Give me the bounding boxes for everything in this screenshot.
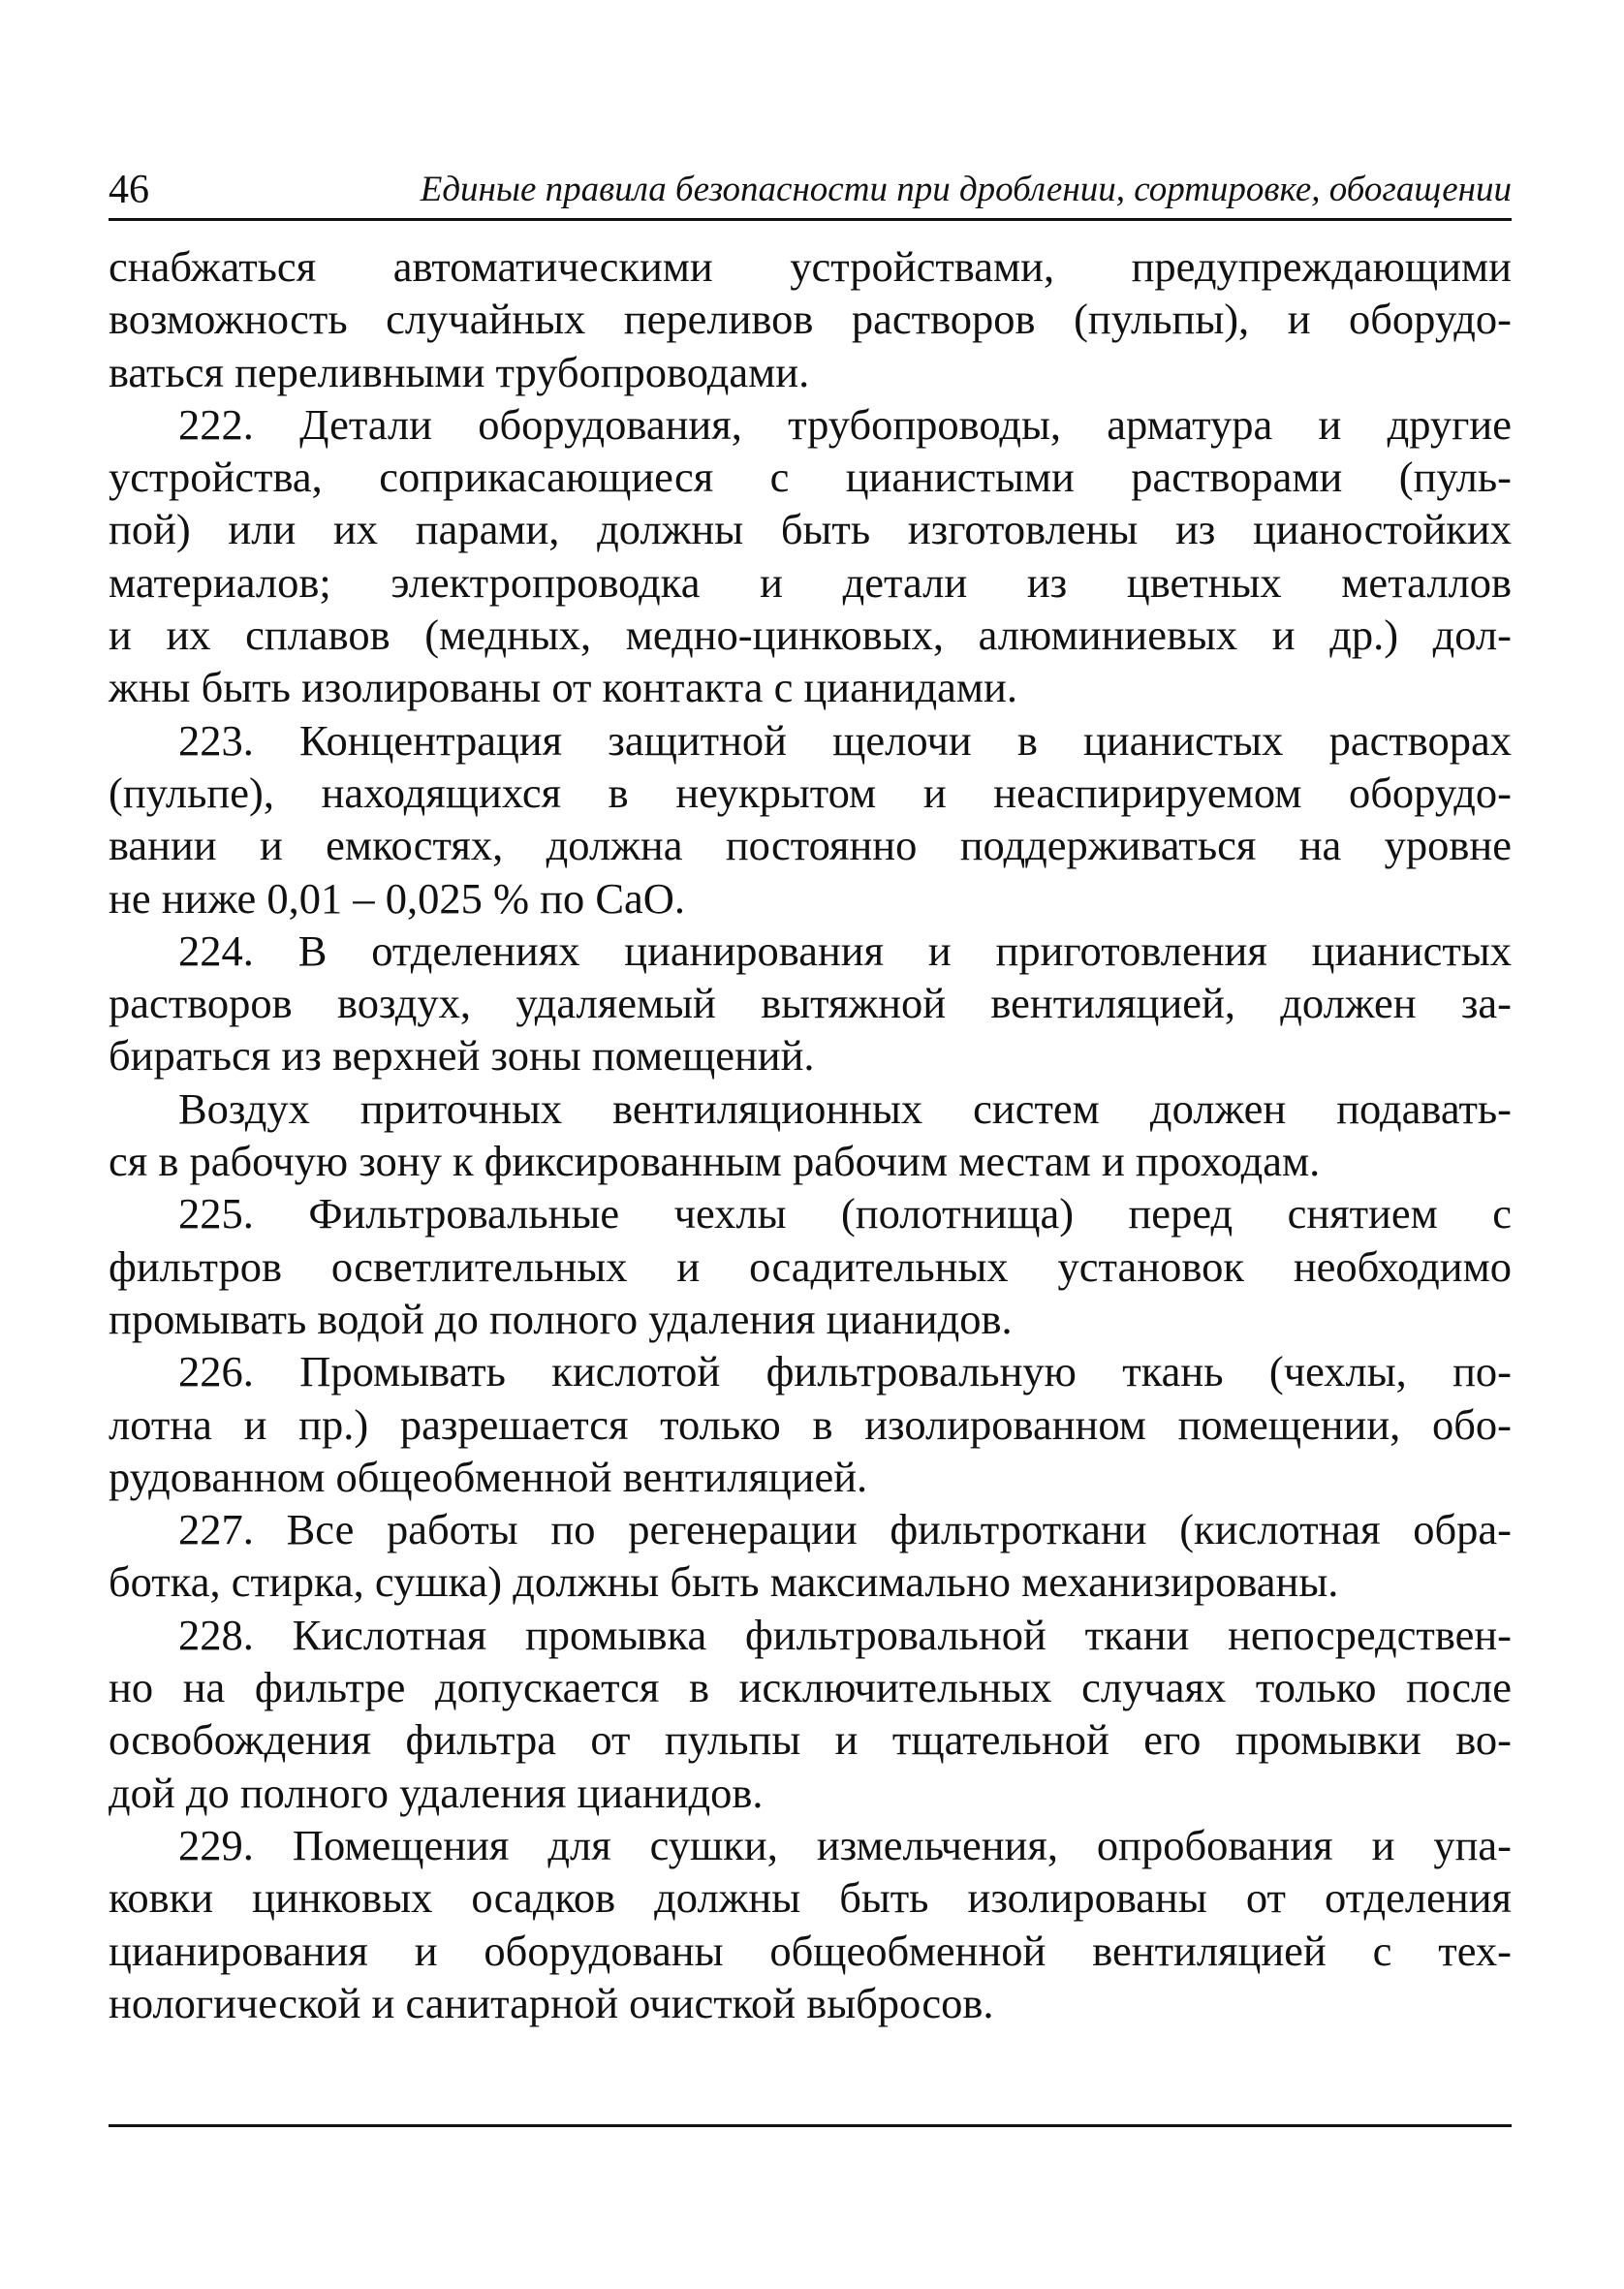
text-line: бираться из верхней зоны помещений. [109, 1031, 815, 1081]
text-line: материалов; электропроводка и детали из цветных металлов [109, 557, 1512, 607]
header-rule [109, 218, 1512, 221]
text-line: фильтров осветлительных и осадительных установок необходимо [109, 1241, 1512, 1291]
text-line: рудованном общеобменной вентиляцией. [109, 1452, 868, 1501]
paragraph [109, 1345, 1512, 1503]
text-line: жны быть изолированы от контакта с цианидами. [109, 663, 1017, 712]
text-line: устройства, соприкасающиеся с цианистыми растворами (пуль- [109, 453, 1512, 502]
text-line: но на фильтре допускается в исключительных случаях только после [109, 1663, 1512, 1712]
text-line: Воздух приточных вентиляционных систем должен подавать- [178, 1083, 1512, 1133]
text-line: растворов воздух, удаляемый вытяжной вентиляцией, должен за- [109, 979, 1512, 1028]
text-line: 224. В отделениях цианирования и приготовления цианистых [178, 925, 1512, 975]
text-line: 228. Кислотная промывка фильтровальной ткани непосредствен- [178, 1610, 1512, 1659]
paragraph [109, 398, 1512, 714]
text-line: (пульпе), находящихся в неукрытом и неаспирируемом оборудо- [109, 768, 1512, 817]
page-number: 46 [109, 168, 149, 212]
text-line: 225. Фильтровальные чехлы (полотнища) перед снятием с [178, 1189, 1512, 1239]
text-line: 222. Детали оборудования, трубопроводы, арматура и другие [178, 399, 1512, 449]
page-header [109, 167, 1512, 221]
text-line: не ниже 0,01 – 0,025 % по CaO. [109, 873, 686, 923]
paragraph [109, 925, 1512, 1082]
text-line: ваться переливными трубопроводами. [109, 347, 810, 396]
body-text [109, 240, 1512, 2029]
text-line: цианирования и оборудованы общеобменной вентиляцией с тех- [109, 1926, 1512, 1975]
text-line: освобождения фильтра от пульпы и тщательной его промывки во- [109, 1715, 1512, 1765]
paragraph [109, 1819, 1512, 2029]
text-line: и их сплавов (медных, медно-цинковых, алюминиевых и др.) дол- [109, 611, 1512, 660]
text-line: лотна и пр.) разрешается только в изолированном помещении, обо- [109, 1399, 1512, 1449]
text-line: возможность случайных переливов растворов (пульпы), и оборудо- [109, 295, 1512, 344]
paragraph [109, 240, 1512, 398]
paragraph [109, 1609, 1512, 1819]
text-line: дой до полного удаления цианидов. [109, 1768, 764, 1817]
paragraph [109, 1082, 1512, 1188]
text-line: 223. Концентрация защитной щелочи в цианистых растворах [178, 715, 1512, 765]
text-line: вании и емкостях, должна постоянно поддерживаться на уровне [109, 821, 1512, 870]
text-line: 227. Все работы по регенерации фильтроткани (кислотная обра- [178, 1505, 1512, 1554]
text-line: ковки цинковых осадков должны быть изолированы от отделения [109, 1873, 1512, 1923]
footer-rule [109, 2124, 1512, 2127]
paragraph [109, 714, 1512, 925]
text-line: 226. Промывать кислотой фильтровальную ткань (чехлы, по- [178, 1347, 1512, 1396]
text-line: промывать водой до полного удаления цианидов. [109, 1294, 1013, 1343]
text-line: нологической и санитарной очисткой выбросов. [109, 1978, 994, 2027]
text-line: 229. Помещения для сушки, измельчения, опробования и упа- [178, 1820, 1512, 1869]
text-line: пой) или их парами, должны быть изготовлены из цианостойких [109, 505, 1512, 554]
running-title: Единые правила безопасности при дроблении, сортировке, обогащении [420, 170, 1512, 209]
text-line: ботка, стирка, сушка) должны быть максимально механизированы. [109, 1557, 1339, 1607]
paragraph [109, 1503, 1512, 1609]
text-line: ся в рабочую зону к фиксированным рабочим местам и проходам. [109, 1137, 1321, 1186]
paragraph [109, 1187, 1512, 1345]
text-line: снабжаться автоматическими устройствами, предупреждающими [109, 242, 1512, 291]
